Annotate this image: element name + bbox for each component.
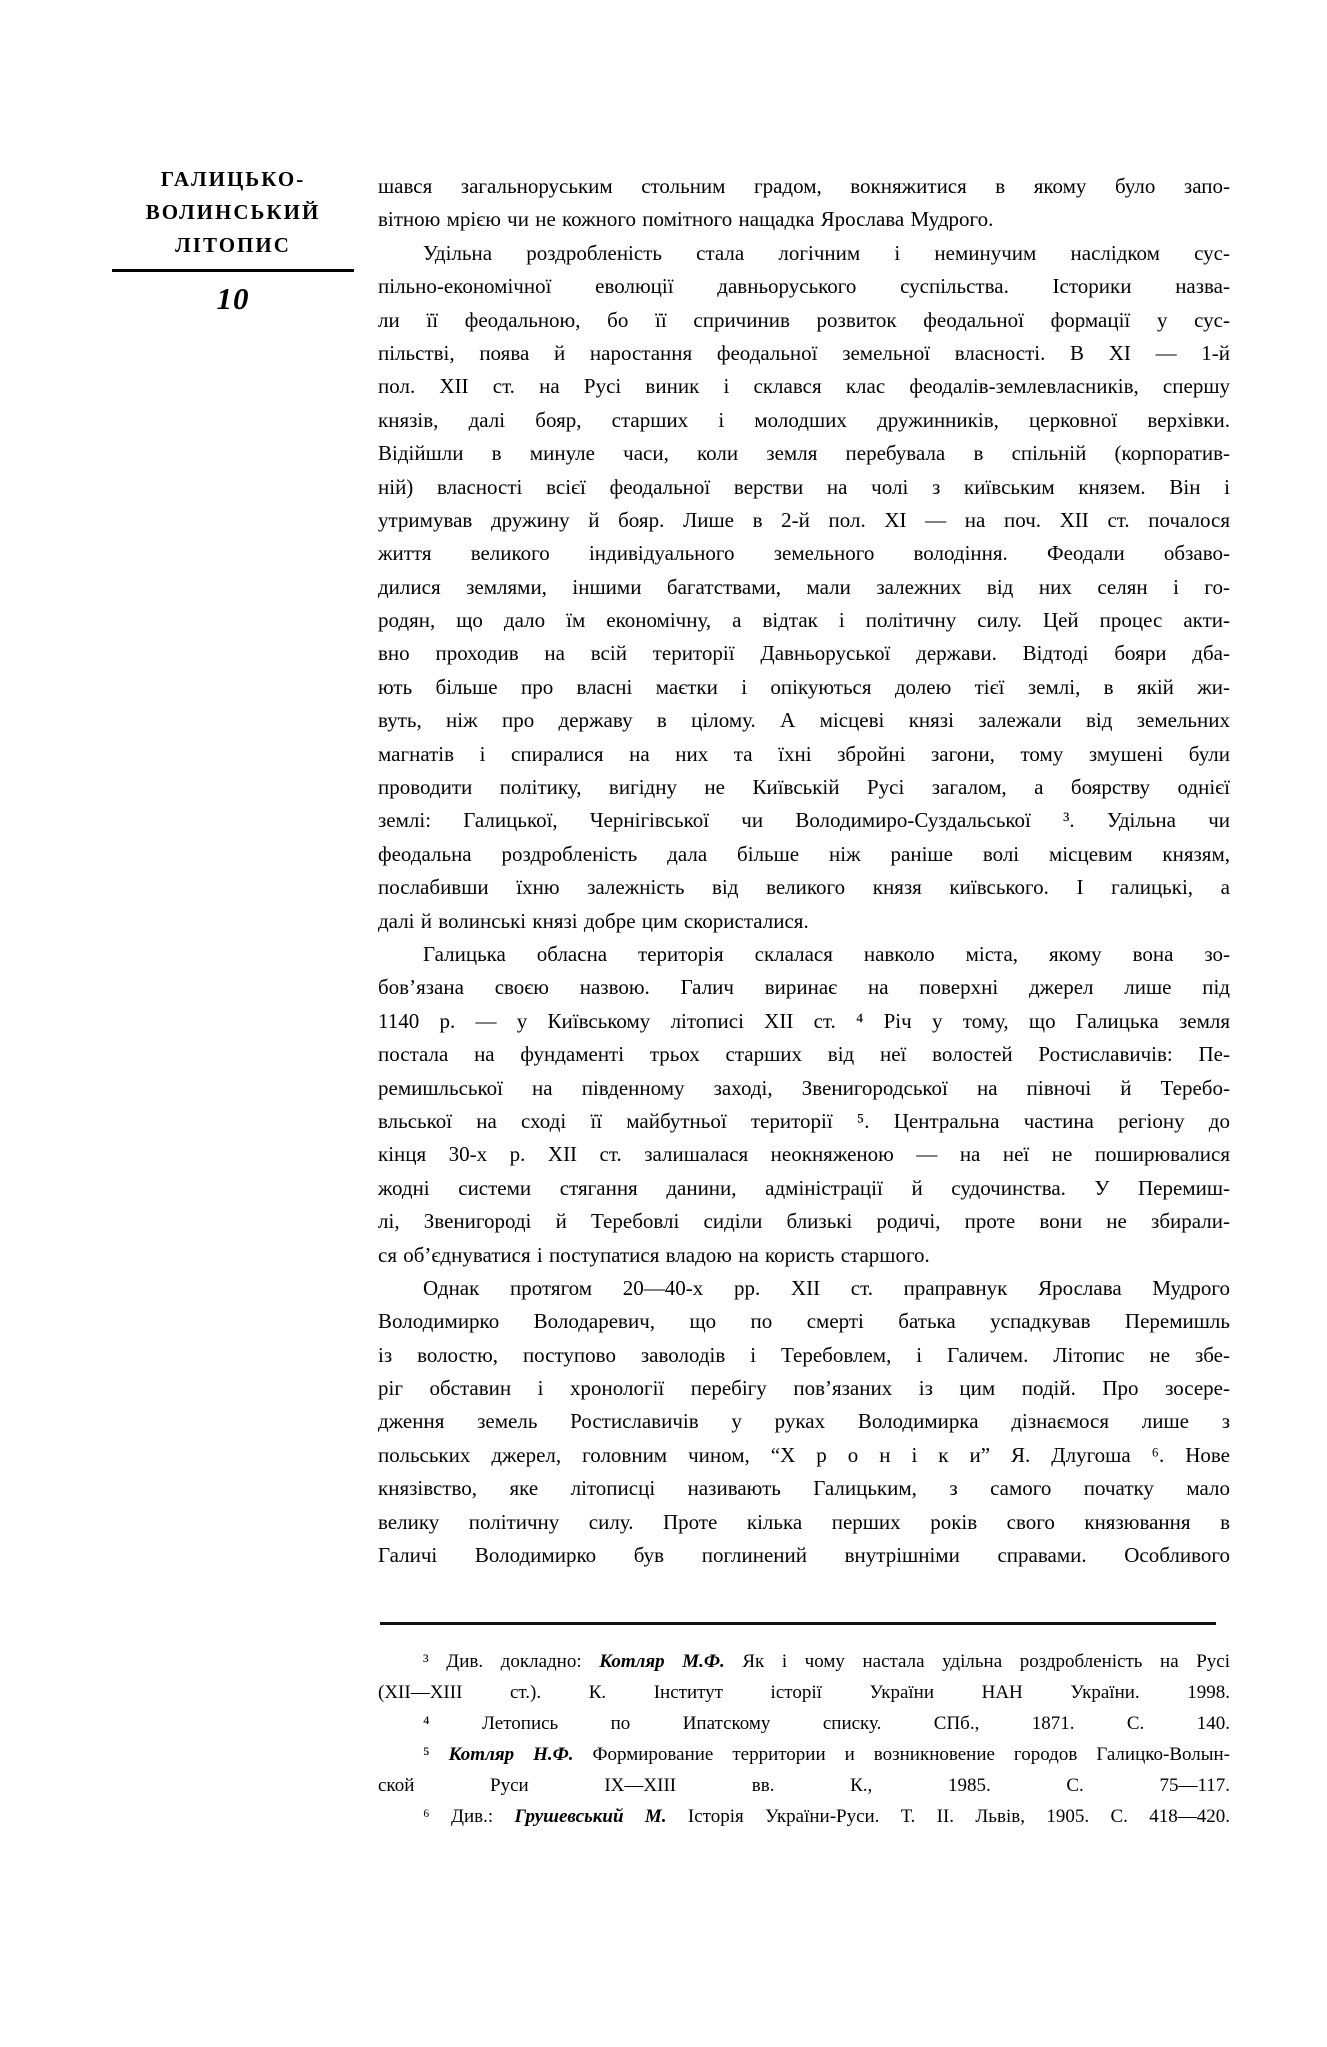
footnote-text: ской Руси IX—XIII вв. К., 1985. С. 75—117. bbox=[378, 1775, 1230, 1796]
footnote-line bbox=[378, 1770, 1230, 1801]
body-line: дилися землями, іншими багатствами, мали залежних від них селян і го- bbox=[378, 574, 1230, 599]
author-name: Котляр М.Ф. bbox=[599, 1651, 725, 1672]
footnote-separator bbox=[380, 1622, 1216, 1625]
body-line: пол. XII ст. на Русі виник і склався клас феодалів-землевласників, спершу bbox=[378, 374, 1230, 399]
book-title bbox=[112, 163, 354, 262]
body-line: Однак протягом 20—40-х рр. XII ст. праправнук Ярослава Мудрого bbox=[423, 1275, 1230, 1300]
body-line: пільстві, поява й наростання феодальної земельної власності. В XI — 1-й bbox=[378, 340, 1230, 365]
body-line: бов’язана своєю назвою. Галич виринає на поверхні джерел лише під bbox=[378, 975, 1230, 1000]
body-line: Галичі Володимирко був поглинений внутрішніми справами. Особливого bbox=[378, 1543, 1230, 1568]
footnote-line bbox=[378, 1739, 1230, 1770]
body-line: дження земель Ростиславичів у руках Володимирка дізнаємося лише з bbox=[378, 1409, 1230, 1434]
body-line: велику політичну силу. Проте кілька перших років свого князювання в bbox=[378, 1509, 1230, 1534]
body-line: вльської на сході її майбутньої території ⁵. Центральна частина регіону до bbox=[378, 1108, 1230, 1133]
body-line: ній) власності всієї феодальної верстви на чолі з київським князем. Він і bbox=[378, 474, 1230, 499]
body-line: Галицька обласна територія склалася навколо міста, якому вона зо- bbox=[423, 941, 1230, 966]
body-line: лі, Звенигороді й Теребовлі сиділи близькі родичі, проте вони не збирали- bbox=[378, 1209, 1230, 1234]
footnote-text: (XII—XIII ст.). К. Інститут історії України НАН України. 1998. bbox=[378, 1682, 1230, 1703]
body-line: феодальна роздробленість дала більше ніж раніше волі місцевим князям, bbox=[378, 841, 1230, 866]
body-line: із волостю, поступово заволодів і Теребовлем, і Галичем. Літопис не збе- bbox=[378, 1342, 1230, 1367]
footnote-text: ⁶ Див.: bbox=[423, 1806, 515, 1827]
body-line: ли її феодальною, бо її спричинив розвиток феодальної формації у сус- bbox=[378, 307, 1230, 332]
body-text bbox=[378, 170, 1230, 1572]
body-line: Відійшли в минуле часи, коли земля перебувала в спільній (корпоратив- bbox=[378, 441, 1230, 466]
body-line: жодні системи стягання данини, адміністрації й судочинства. У Перемиш- bbox=[378, 1175, 1230, 1200]
body-line: польських джерел, головним чином, “Х р о н і к и” Я. Длугоша ⁶. Нове bbox=[378, 1442, 1230, 1467]
body-line: вно проходив на всій території Давньоруської держави. Відтоді бояри дба- bbox=[378, 641, 1230, 666]
body-line: вуть, ніж про державу в цілому. А місцеві князі залежали від земельних bbox=[378, 708, 1230, 733]
footnote-text: Формирование территории и возникновение городов Галицко-Волын- bbox=[573, 1744, 1230, 1765]
body-line: ріг обставин і хронології перебігу пов’язаних із цим подій. Про зосере- bbox=[378, 1376, 1230, 1401]
body-line: Володимирко Володаревич, що по смерті батька успадкував Перемишль bbox=[378, 1309, 1230, 1334]
body-line: ремишльської на південному заході, Звенигородської на півночі й Теребо- bbox=[378, 1075, 1230, 1100]
body-line: утримував дружину й бояр. Лише в 2-й пол. XI — на поч. XII ст. почалося bbox=[378, 507, 1230, 532]
book-title-line: ВОЛИНСЬКИЙ bbox=[145, 200, 321, 224]
body-line: послабивши їхню залежність від великого князя київського. І галицькі, а bbox=[378, 875, 1230, 900]
book-title-line: ЛІТОПИС bbox=[175, 233, 291, 257]
page-number: 10 bbox=[216, 281, 250, 316]
footnote-text: Історія України-Руси. Т. II. Львів, 1905. С. 418—420. bbox=[666, 1806, 1230, 1827]
body-line: далі й волинські князі добре цим скористалися. bbox=[378, 908, 809, 933]
body-line: шався загальноруським стольним градом, вокняжитися в якому було запо- bbox=[378, 174, 1230, 198]
body-line: магнатів і спиралися на них та їхні збройні загони, тому змушені були bbox=[378, 741, 1230, 766]
footnote-text: Як і чому настала удільна роздробленість на Русі bbox=[724, 1651, 1230, 1672]
body-line: 1140 р. — у Київському літописі XII ст. ⁴ Річ у тому, що Галицька земля bbox=[378, 1008, 1230, 1033]
book-title-line: ГАЛИЦЬКО- bbox=[160, 167, 306, 191]
body-line: постала на фундаменті трьох старших від неї волостей Ростиславичів: Пе- bbox=[378, 1042, 1230, 1067]
footnote-line bbox=[378, 1708, 1230, 1739]
body-line: князівство, яке літописці називають Галицьким, з самого початку мало bbox=[378, 1476, 1230, 1501]
footnote-text: ³ Див. докладно: bbox=[423, 1651, 600, 1672]
body-line: проводити політику, вигідну не Київській Русі загалом, а боярству однієї bbox=[378, 775, 1230, 800]
body-line: ють більше про власні маєтки і опікуються долею тієї землі, в якій жи- bbox=[378, 674, 1230, 699]
author-name: Грушевський М. bbox=[514, 1806, 667, 1827]
footnotes bbox=[378, 1646, 1230, 1832]
author-name: Котляр Н.Ф. bbox=[448, 1744, 574, 1765]
body-line: кінця 30-х р. XII ст. залишалася неокняженою — на неї не поширювалися bbox=[378, 1142, 1230, 1167]
body-line: життя великого індивідуального земельного володіння. Феодали обзаво- bbox=[378, 541, 1230, 566]
body-line: князів, далі бояр, старших і молодших дружинників, церковної верхівки. bbox=[378, 407, 1230, 432]
footnote-line bbox=[378, 1677, 1230, 1708]
footnote-line bbox=[378, 1646, 1230, 1677]
body-line: ся об’єднуватися і поступатися владою на користь старшого. bbox=[378, 1242, 930, 1267]
body-line: вітною мрією чи не кожного помітного нащадка Ярослава Мудрого. bbox=[378, 207, 994, 232]
body-line: родян, що дало їм економічну, а відтак і політичну силу. Цей процес акти- bbox=[378, 608, 1230, 633]
footnote-line bbox=[378, 1801, 1230, 1832]
body-line: землі: Галицької, Чернігівської чи Володимиро-Суздальської ³. Удільна чи bbox=[378, 808, 1230, 833]
body-line: Удільна роздробленість стала логічним і неминучим наслідком сус- bbox=[423, 240, 1230, 265]
body-line: пільно-економічної еволюції давньоруського суспільства. Історики назва- bbox=[378, 274, 1230, 299]
title-underline bbox=[112, 269, 354, 272]
footnote-text: ⁴ Летопись по Ипатскому списку. СПб., 1871. С. 140. bbox=[423, 1713, 1230, 1734]
running-head bbox=[112, 163, 354, 317]
footnote-text: ⁵ bbox=[423, 1744, 449, 1765]
